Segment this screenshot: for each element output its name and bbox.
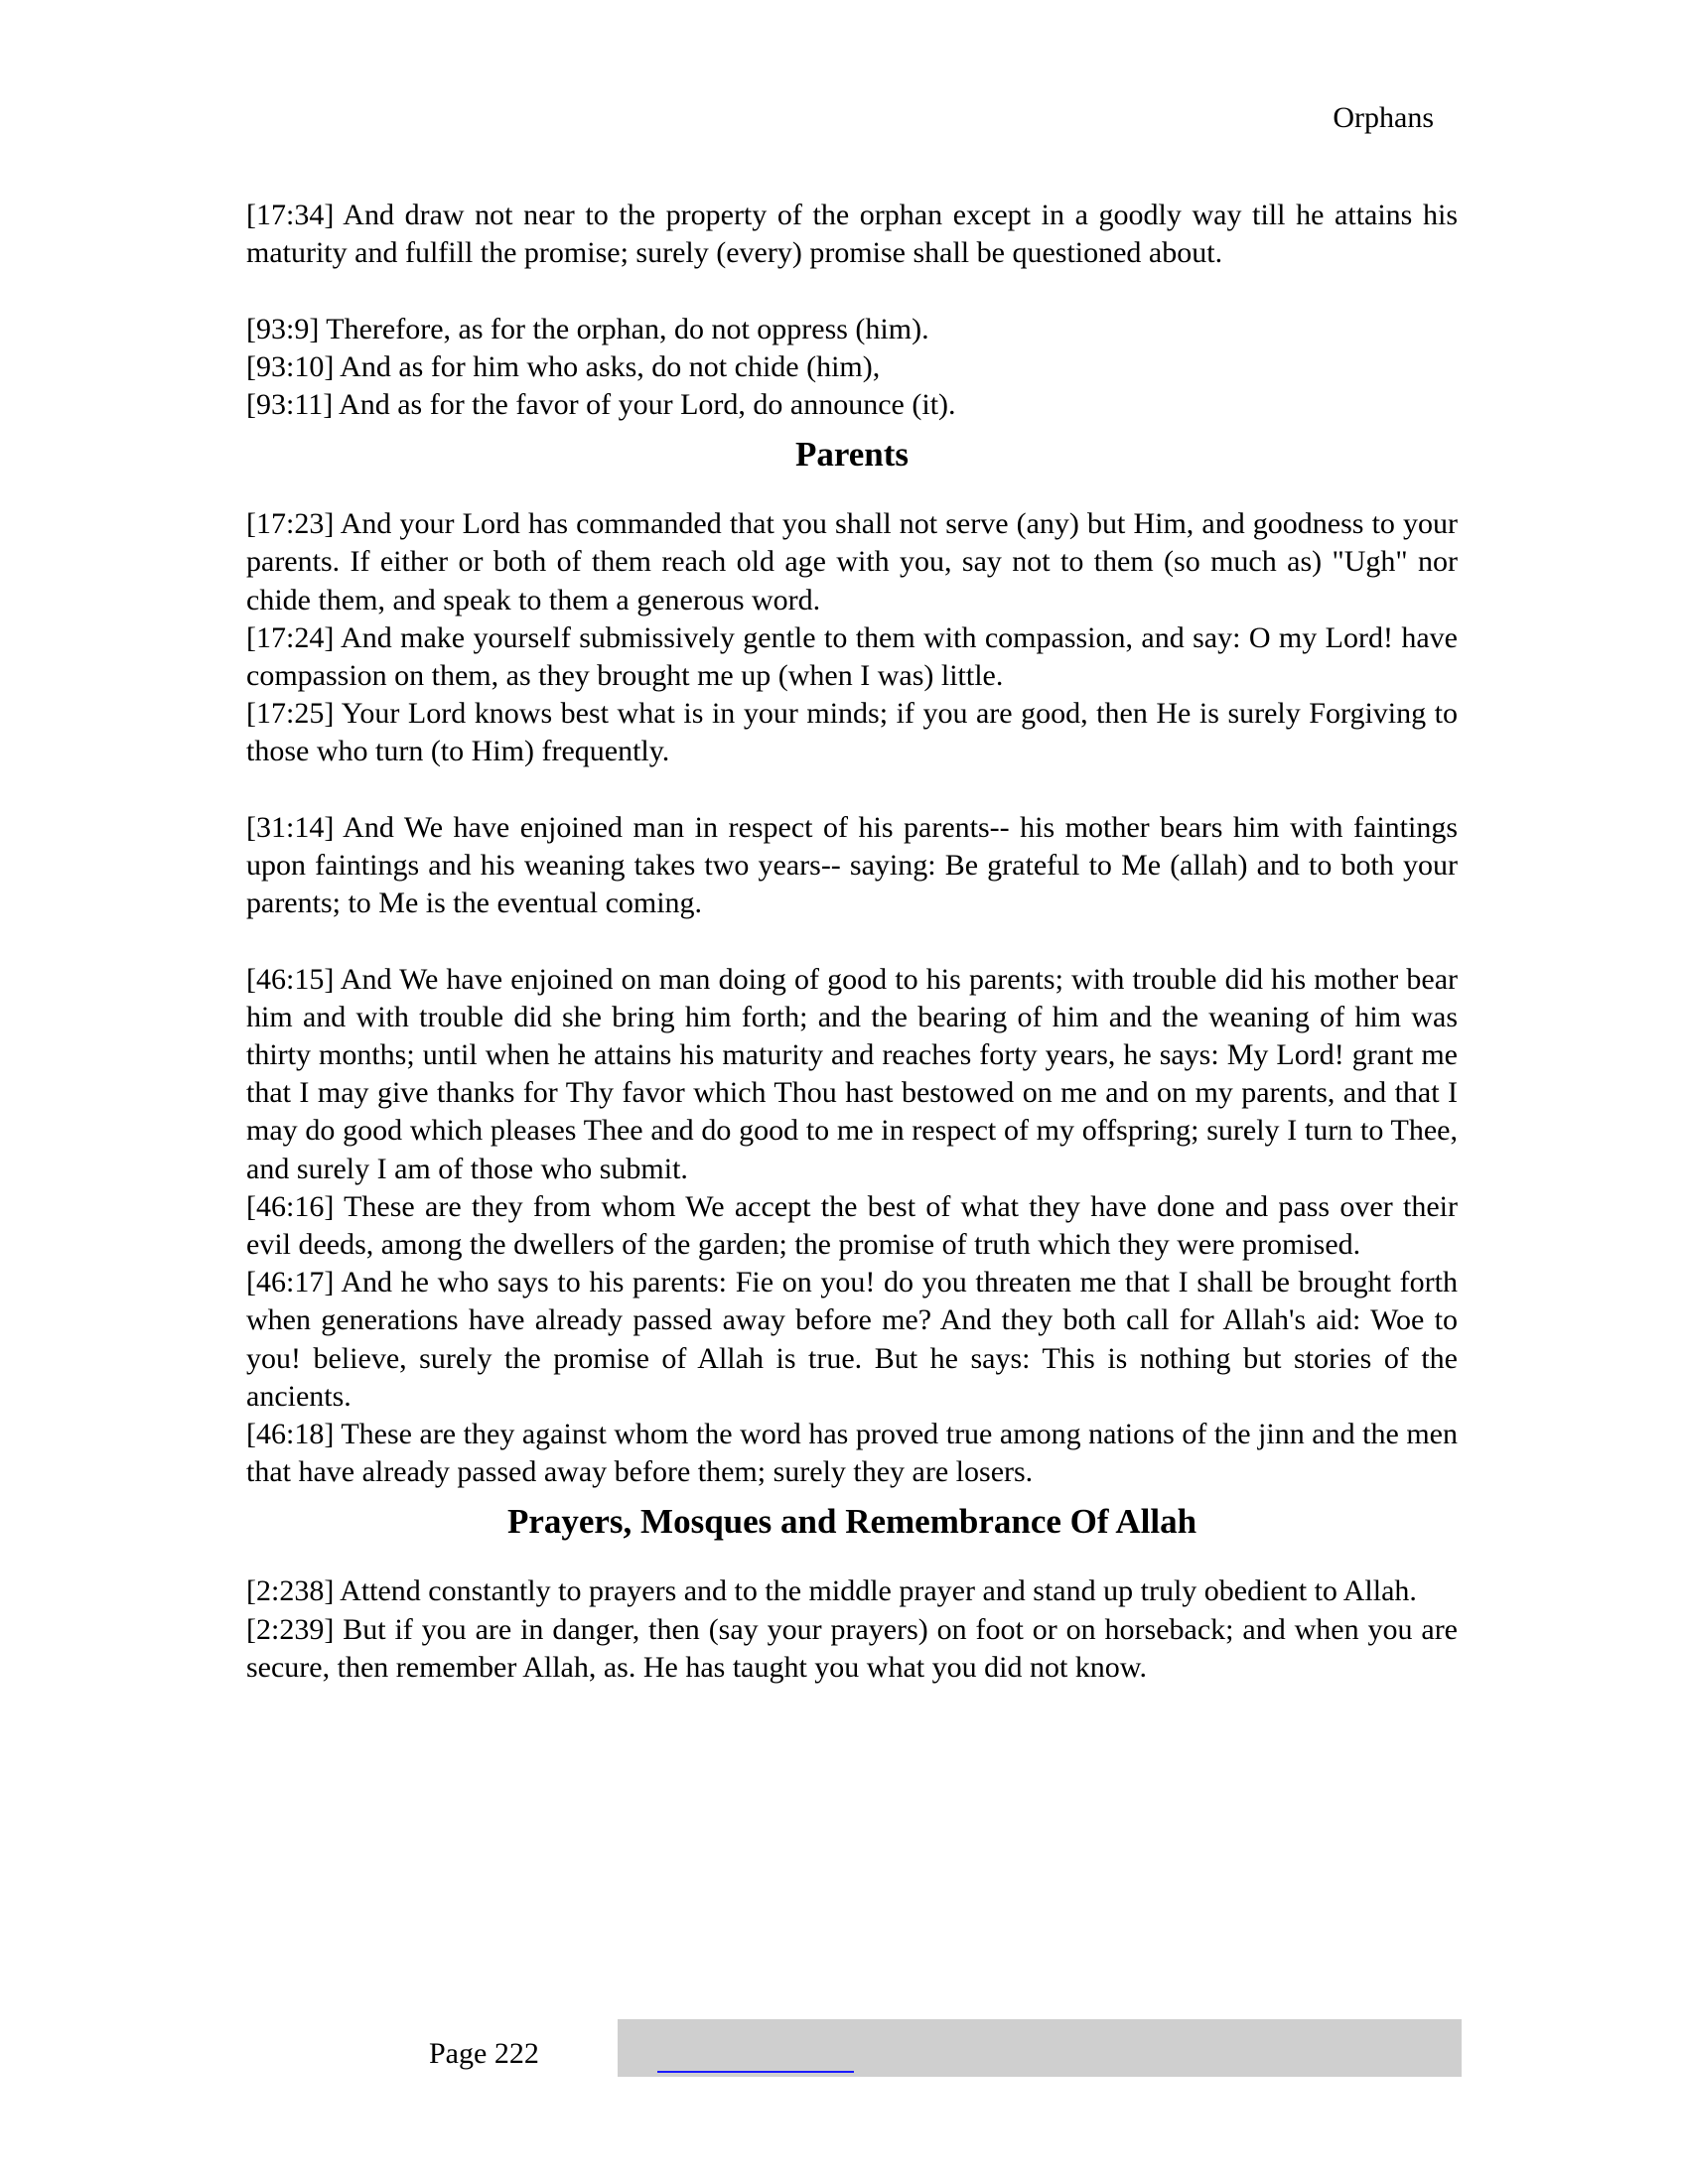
verse-paragraph: [46:18] These are they against whom the word has proved true among nations of the jinn and the men that have already passed away before them; surely they are losers. xyxy=(246,1418,1458,1489)
verse-paragraph: [46:15] And We have enjoined on man doing of good to his parents; with trouble did his mother bear him and with trouble did she bring him forth; and the bearing of him and the weaning of him was thirty months; until when he attains his maturity and reaches forty years, he says: My Lord! grant me that I may give thanks for Thy favor which Thou hast bestowed on me and on my parents, and that I may do good which pleases Thee and do good to me in respect of my offspring; surely I turn to Thee, and surely I am of those who submit. xyxy=(246,962,1458,1185)
verse-paragraph: [93:10] And as for him who asks, do not chide (him), xyxy=(246,349,881,383)
paragraph-gap xyxy=(246,922,1458,960)
verse-paragraph: [46:17] And he who says to his parents: Fie on you! do you threaten me that I shall be brought forth when generations have already passed away before me? And they both call for Allah's aid: Woe to you! believe, surely the promise of Allah is true. But he says: This is nothing but stories of the ancients. xyxy=(246,1266,1458,1413)
footer-bar xyxy=(618,2019,1462,2077)
verse-paragraph: [17:25] Your Lord knows best what is in your minds; if you are good, then He is surely Forgiving to those who turn (to Him) frequently. xyxy=(246,697,1458,768)
verse-paragraph: [2:239] But if you are in danger, then (say your prayers) on foot or on horseback; and when you are secure, then remember Allah, as. He has taught you what you did not know. xyxy=(246,1612,1458,1684)
verse-paragraph: [93:9] Therefore, as for the orphan, do not oppress (him). xyxy=(246,312,929,345)
verse-paragraph: [31:14] And We have enjoined man in respect of his parents-- his mother bears him with faintings upon faintings and his weaning takes two years-- saying: Be grateful to Me (allah) and to both your parents; to Me is the eventual coming. xyxy=(246,810,1458,920)
paragraph-gap xyxy=(246,272,1458,310)
section-heading: Parents xyxy=(794,435,910,475)
verse-paragraph: [17:23] And your Lord has commanded that you shall not serve (any) but Him, and goodness to your parents. If either or both of them reach old age with you, say not to them (so much as) "Ugh" nor chide them, and speak to them a generous word. xyxy=(246,507,1458,616)
verse-paragraph: [46:16] These are they from whom We accept the best of what they have done and pass over their evil deeds, among the dwellers of the garden; the promise of truth which they were promised. xyxy=(246,1189,1458,1262)
footer-link-underline[interactable] xyxy=(657,2071,854,2073)
verse-paragraph: [2:238] Attend constantly to prayers and to the middle prayer and stand up truly obedient to Allah. xyxy=(246,1574,1417,1608)
page-body xyxy=(246,197,1458,1687)
paragraph-gap xyxy=(246,771,1458,809)
page-number: Page 222 xyxy=(429,2037,539,2070)
verse-paragraph: [93:11] And as for the favor of your Lord, do announce (it). xyxy=(246,388,956,421)
section-heading: Prayers, Mosques and Remembrance Of Allah xyxy=(506,1502,1197,1542)
running-head: Orphans xyxy=(1333,101,1434,134)
verse-paragraph: [17:34] And draw not near to the property of the orphan except in a goodly way till he attains his maturity and fulfill the promise; surely (every) promise shall be questioned about. xyxy=(246,199,1458,270)
verse-paragraph: [17:24] And make yourself submissively gentle to them with compassion, and say: O my Lord! have compassion on them, as they brought me up (when I was) little. xyxy=(246,620,1458,693)
